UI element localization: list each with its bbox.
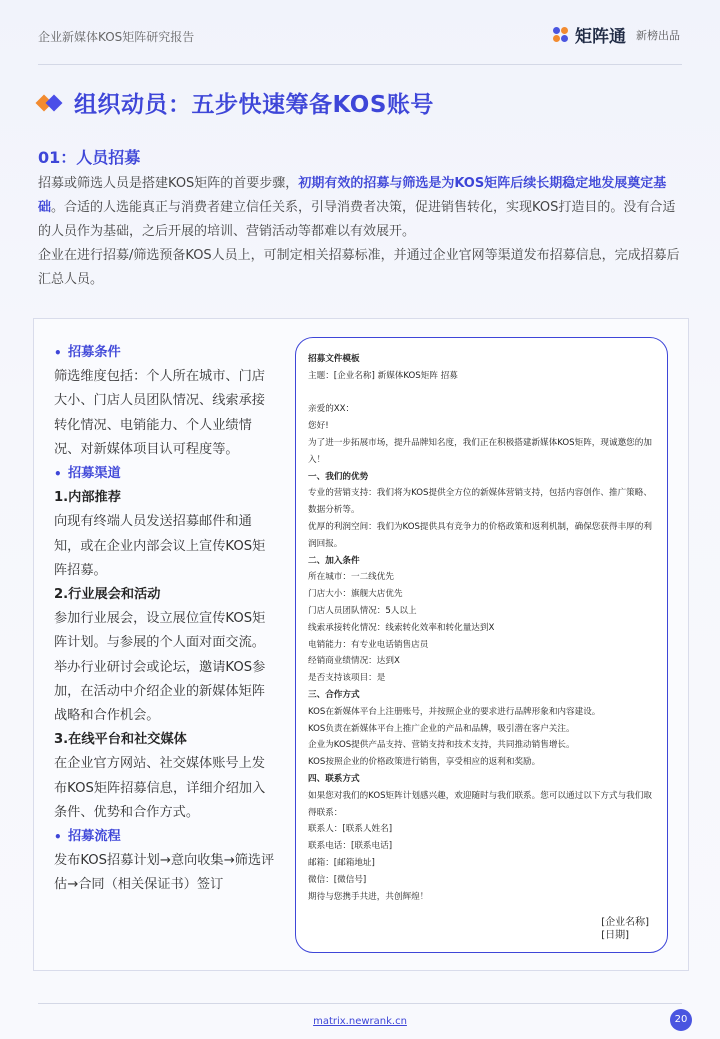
bullet-process: • 招募流程: [54, 829, 121, 845]
brand-logo-icon: [553, 27, 569, 43]
letter-line: 电销能力：有专业电话销售店员: [308, 639, 429, 650]
letter-line: 经销商业绩情况：达到X: [308, 656, 400, 667]
brand-sub: 新榜出品: [636, 28, 680, 42]
letter-line: 亲爱的XX：: [308, 404, 355, 415]
letter-line: 联系电话：[联系电话]: [308, 841, 393, 852]
section-title: 组织动员：五步快速筹备KOS账号: [74, 92, 434, 118]
intro-highlight: 初期有效的招募与筛选是为KOS矩阵后续长期稳定地发展奠定基础: [38, 176, 667, 215]
letter-body: [308, 351, 655, 905]
letter-line: 一、我们的优势: [308, 471, 369, 482]
brand-name: 矩阵通: [575, 27, 626, 47]
intro-text: [38, 172, 682, 292]
letter-line: 邮箱：[邮箱地址]: [308, 857, 375, 868]
letter-line: 为了进一步拓展市场，提升品牌知名度，我们正在积极搭建新媒体KOS矩阵，现诚邀您的加入！: [308, 437, 652, 465]
letter-line: 优厚的利润空间：我们为KOS提供具有竞争力的价格政策和返利机制，确保您获得丰厚的利润回报。: [308, 521, 652, 549]
bullet-channels: • 招募渠道: [54, 466, 121, 482]
intro-paragraph-2: 企业在进行招募/筛选预备KOS人员上，可制定相关招募标准，并通过企业官网等渠道发布招募信息，完成招募后汇总人员。: [38, 248, 680, 287]
bullet-conditions: • 招募条件: [54, 345, 121, 360]
sign-company: [企业名称]: [601, 917, 649, 928]
letter-line: 是否支持该项目：是: [308, 673, 386, 684]
letter-line: 线索承接转化情况：线索转化效率和转化量达到X: [308, 622, 495, 633]
channel-2-title: 2.行业展会和活动: [54, 587, 161, 603]
letter-line: 二、加入条件: [308, 555, 360, 566]
letter-line: 三、合作方式: [308, 689, 360, 700]
letter-signature: [601, 916, 649, 942]
letter-line: 微信：[微信号]: [308, 874, 367, 885]
sign-date: [日期]: [601, 930, 629, 941]
letter-line: 招募文件模板: [308, 354, 360, 364]
report-title: 企业新媒体KOS矩阵研究报告: [38, 30, 195, 44]
recruit-details: [54, 341, 276, 898]
page-number: 20: [670, 1009, 692, 1031]
recruit-letter-template: [295, 337, 668, 953]
letter-line: 企业为KOS提供产品支持、营销支持和技术支持，共同推动销售增长。: [308, 740, 575, 751]
channel-2-text-b: 举办行业研讨会或论坛，邀请KOS参加，在活动中介绍企业的新媒体矩阵战略和合作机会。: [54, 659, 266, 724]
letter-line: KOS在新媒体平台上注册账号，并按照企业的要求进行品牌形象和内容建设。: [308, 706, 601, 717]
diamond-icon: [38, 95, 64, 111]
letter-line: 专业的营销支持：我们将为KOS提供全方位的新媒体营销支持，包括内容创作、推广策略、数据分析等。: [308, 488, 652, 516]
brand: [553, 22, 680, 47]
letter-line: 门店大小：旗舰大店优先: [308, 589, 403, 600]
footer-divider: [38, 1003, 682, 1004]
letter-line: 门店人员团队情况：5人以上: [308, 605, 417, 616]
content-panel: [33, 318, 689, 971]
letter-line: 所在城市：一二线优先: [308, 572, 394, 583]
channel-3-text: 在企业官方网站、社交媒体账号上发布KOS矩阵招募信息，详细介绍加入条件、优势和合作方式。: [54, 756, 266, 820]
letter-line: [308, 385, 655, 402]
letter-line: 四、联系方式: [308, 773, 360, 784]
channel-2-text-a: 参加行业展会，设立展位宣传KOS矩阵计划。与参展的个人面对面交流。: [54, 611, 266, 651]
intro-paragraph-1: 招募或筛选人员是搭建KOS矩阵的首要步骤，初期有效的招募与筛选是为KOS矩阵后续长期稳定地发展奠定基础。合适的人选能真正与消费者建立信任关系，引导消费者决策，促进销售转化，实现KOS打造目的。没有合适的人员作为基础，之后开展的培训、营销活动等都难以有效展开。: [38, 176, 676, 239]
conditions-text: 筛选维度包括：个人所在城市、门店大小、门店人员团队情况、线索承接转化情况、电销能力、个人业绩情况、对新媒体项目认可程度等。: [54, 369, 265, 457]
letter-line: 联系人：[联系人姓名]: [308, 824, 393, 835]
footer-link[interactable]: matrix.newrank.cn: [313, 1016, 407, 1027]
channel-1-text: 向现有终端人员发送招募邮件和通知，或在企业内部会议上宣传KOS矩阵招募。: [54, 514, 266, 578]
channel-3-title: 3.在线平台和社交媒体: [54, 732, 187, 748]
letter-line: 您好!: [308, 421, 329, 432]
channel-1-title: 1.内部推荐: [54, 490, 121, 506]
section-heading: [38, 86, 434, 119]
page-header: [0, 0, 720, 66]
header-divider: [38, 64, 682, 65]
letter-line: KOS负责在新媒体平台上推广企业的产品和品牌，吸引潜在客户关注。: [308, 723, 575, 734]
letter-line: 期待与您携手共进，共创辉煌！: [308, 891, 429, 902]
sub-heading: 01：人员招募: [38, 148, 141, 167]
letter-line: 主题：[企业名称] 新媒体KOS矩阵 招募: [308, 370, 458, 381]
letter-line: 如果您对我们的KOS矩阵计划感兴趣，欢迎随时与我们联系。您可以通过以下方式与我们取得联系：: [308, 790, 652, 818]
letter-line: KOS按照企业的价格政策进行销售，享受相应的返利和奖励。: [308, 757, 541, 768]
process-text: 发布KOS招募计划→意向收集→筛选评估→合同（相关保证书）签订: [54, 853, 275, 893]
